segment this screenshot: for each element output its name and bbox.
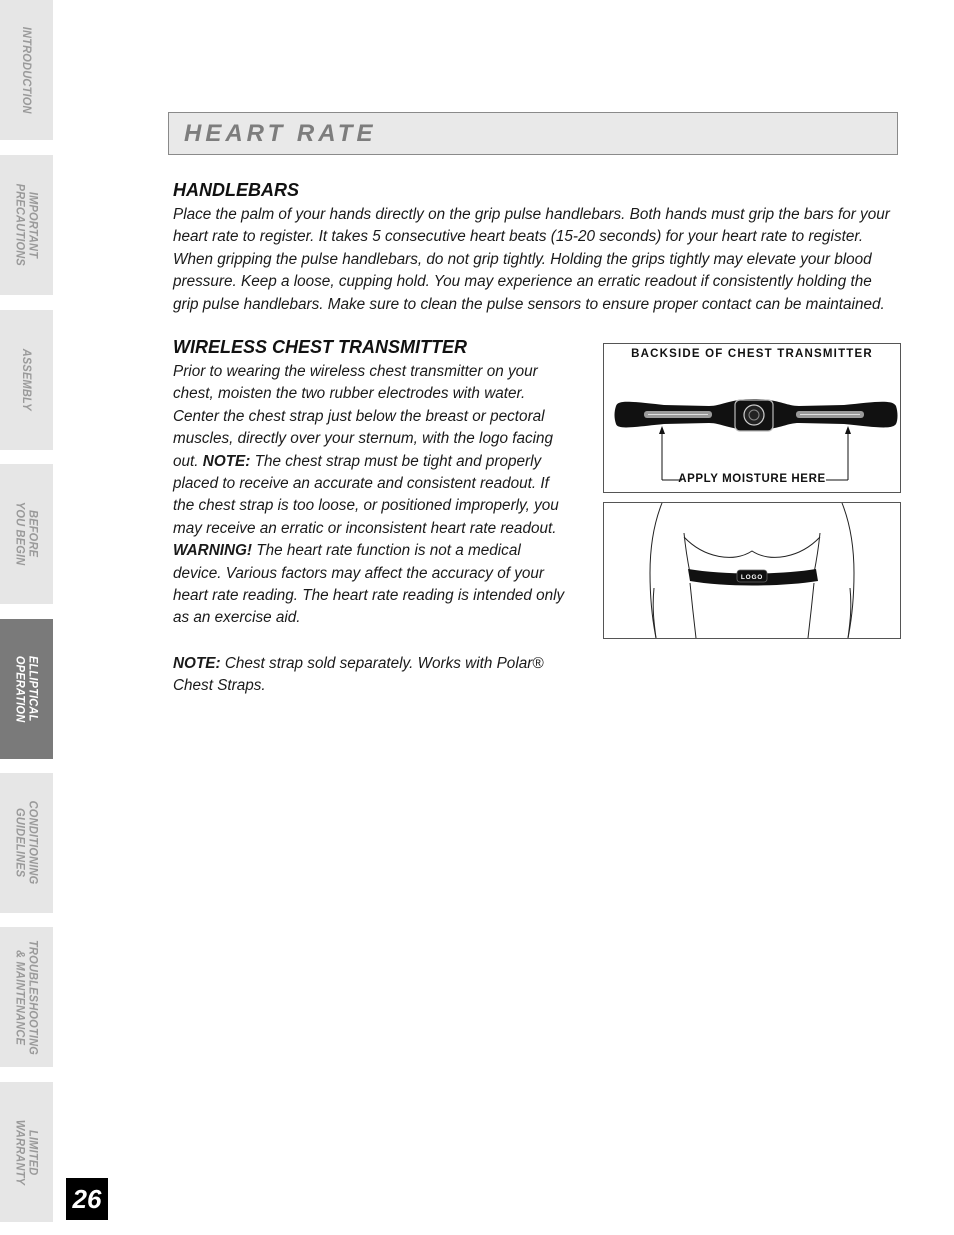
tab-label: TROUBLESHOOTING & MAINTENANCE [13,939,41,1055]
paragraph-text: The chest strap must be tight and properly placed to receive an accurate and consistent readout. If the chest strap is too loose, or positioned improperly, you may receive an erratic or inconsistent heart rate readout. [173,452,559,537]
note-label: NOTE: [202,452,251,470]
moisture-label: APPLY MOISTURE HERE [678,473,826,485]
chest-transmitter-paragraph [173,361,565,630]
note-text: Chest strap sold separately. Works with Polar® Chest Straps. [173,655,544,695]
tab-elliptical-operation[interactable] [0,619,53,759]
handlebars-heading: HANDLEBARS [173,180,299,200]
logo-text: LOGO [740,574,764,581]
tab-label: INTRODUCTION [20,26,34,114]
tab-assembly[interactable] [0,310,53,450]
tab-label: IMPORTANT PRECAUTIONS [13,183,41,267]
tab-conditioning-guidelines[interactable] [0,773,53,913]
warning-label: WARNING! [173,542,253,560]
chest-transmitter-heading: WIRELESS CHEST TRANSMITTER [173,337,468,357]
tab-label: BEFORE YOU BEGIN [13,502,41,566]
figure-caption: BACKSIDE OF CHEST TRANSMITTER [631,348,873,360]
note-label: NOTE: [173,655,221,672]
paragraph-text: Prior to wearing the wireless chest transmitter on your chest, moisten the two rubber electrodes with water. Center the chest strap just below the breast or pectoral muscles, directly over your sternum, with the logo facing out. [173,363,554,470]
section-tabs [0,0,53,1235]
tab-important-precautions[interactable] [0,155,53,295]
tab-introduction[interactable] [0,0,53,140]
section-header [168,112,898,155]
tab-label: ELLIPTICAL OPERATION [13,655,41,723]
tab-before-you-begin[interactable] [0,464,53,604]
strap-on-torso-figure [603,502,901,639]
tab-label: LIMITED WARRANTY [13,1119,41,1185]
tab-label: CONDITIONING GUIDELINES [13,801,41,885]
tab-troubleshooting-maintenance[interactable] [0,927,53,1067]
tab-limited-warranty[interactable] [0,1082,53,1222]
paragraph-text: The heart rate function is not a medical device. Various factors may affect the accuracy of your heart rate reading. The heart rate reading is intended only as an exercise aid. [173,542,565,627]
chest-strap-illustration [604,344,900,492]
transmitter-backside-figure [603,343,901,493]
torso-illustration [604,503,900,638]
handlebars-paragraph: Place the palm of your hands directly on the grip pulse handlebars. Both hands must grip the bars for your heart rate to register. It takes 5 consecutive heart beats (15-20 seconds) for your heart rate to register. When gripping the pulse handlebars, do not grip tightly. Holding the grips tightly may elevate your blood pressure. Keep a loose, cupping hold. You may experience an erratic readout if consistently holding the grip pulse handlebars. Make sure to clean the pulse sensors to ensure proper contact can be maintained. [173,206,890,313]
tab-label: ASSEMBLY [20,348,34,411]
strap-note [173,653,565,698]
page-number: 26 [66,1178,108,1220]
page-title: HEART RATE [184,120,377,147]
